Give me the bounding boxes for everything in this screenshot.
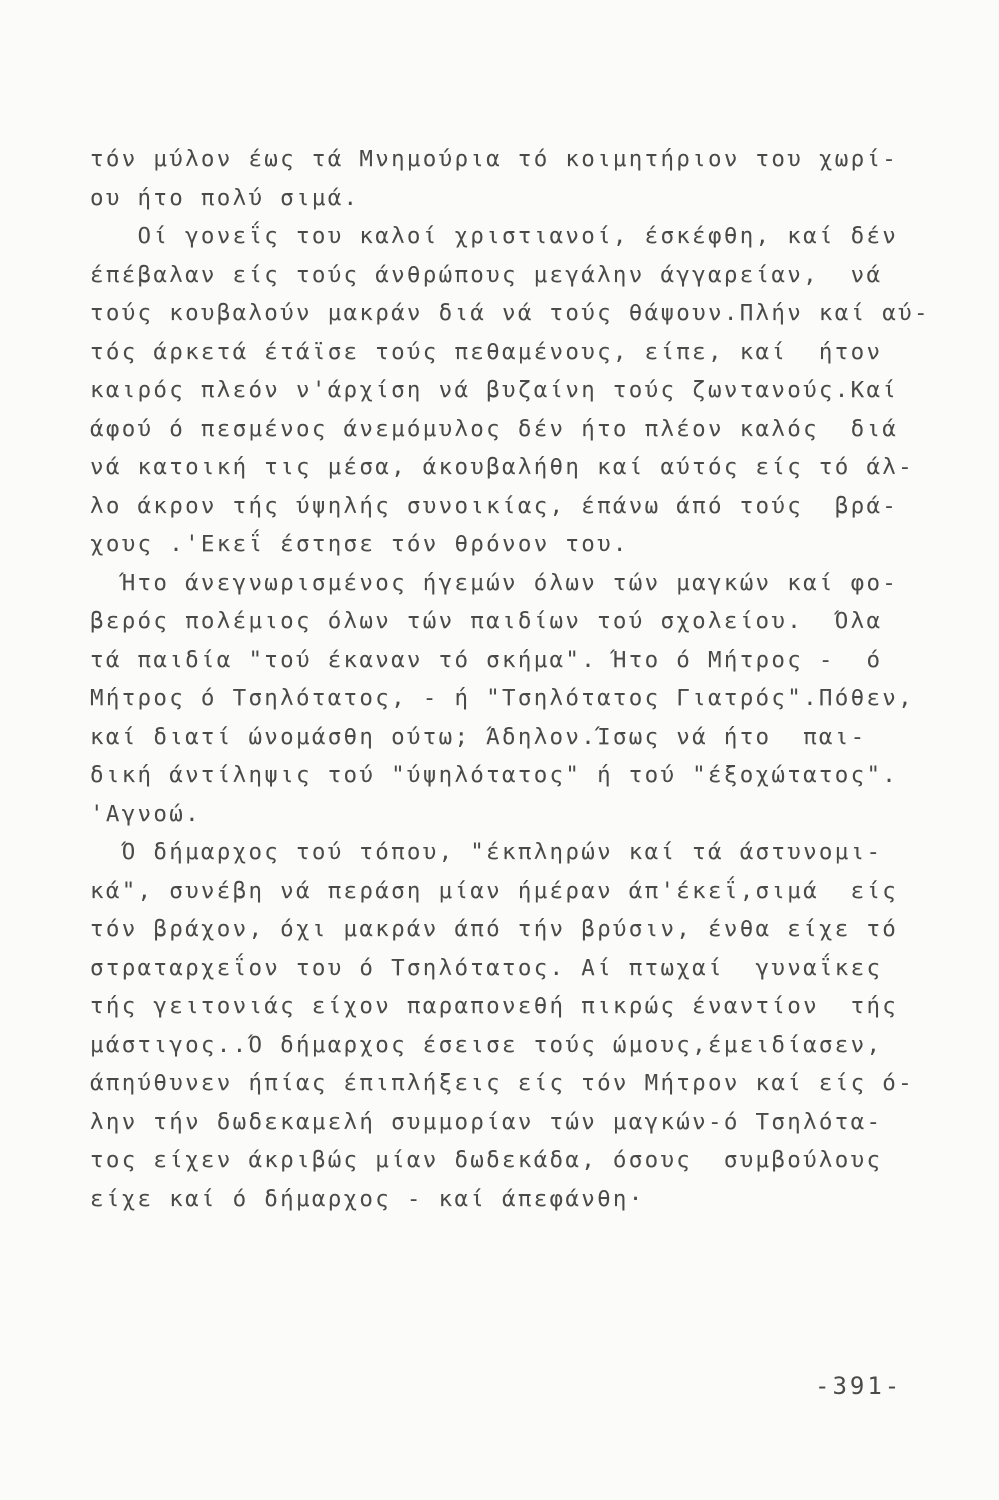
text-line: στραταρχεΐον του ό Τσηλότατος. Αί πτωχαί γυναΐκες: [90, 954, 883, 981]
text-line: τής γειτονιάς είχον παραπονεθή πικρώς έναντίον τής: [90, 993, 899, 1019]
text-line: νά κατοική τις μέσα, άκουβαλήθη καί αύτός είς τό άλ-: [90, 454, 914, 480]
text-line: λην τήν δωδεκαμελή συμμορίαν τών μαγκών-ό Τσηλότα-: [90, 1108, 883, 1135]
text-line: καιρός πλεόν ν'άρχίση νά βυζαίνη τούς ζωντανούς.Καί: [90, 377, 899, 403]
text-line: λο άκρον τής ύψηλής συνοικίας, έπάνω άπό τούς βρά-: [90, 492, 899, 519]
text-line: τόν μύλον έως τά Μνημούρια τό κοιμητήριον του χωρί-: [90, 146, 899, 172]
text-line: τά παιδία "τού έκαναν τό σκήμα". Ήτο ό Μήτρος - ό: [90, 646, 883, 673]
text-line: έπέβαλαν είς τούς άνθρώπους μεγάλην άγγαρείαν, νά: [90, 261, 883, 288]
body-text: [90, 140, 930, 1218]
text-line: τός άρκετά έτάϊσε τούς πεθαμένους, είπε, καί ήτον: [90, 338, 883, 365]
text-line: μάστιγος..Ό δήμαρχος έσεισε τούς ώμους,έμειδίασεν,: [90, 1031, 883, 1058]
text-line: κά", συνέβη νά περάση μίαν ήμέραν άπ'έκεΐ,σιμά είς: [90, 877, 899, 904]
text-line: δική άντίληψις τού "ύψηλότατος" ή τού "έξοχώτατος".: [90, 762, 899, 788]
text-line: καί διατί ώνομάσθη ούτω; Άδηλον.Ίσως νά ήτο παι-: [90, 723, 867, 750]
text-line: Ό δήμαρχος τού τόπου, "έκπληρών καί τά άστυνομι-: [90, 839, 883, 865]
text-line: άπηύθυνεν ήπίας έπιπλήξεις είς τόν Μήτρον καί είς ό-: [90, 1070, 914, 1096]
text-line: τούς κουβαλούν μακράν διά νά τούς θάψουν.Πλήν καί αύ-: [90, 300, 930, 326]
text-line: τος είχεν άκριβώς μίαν δωδεκάδα, όσους συμβούλους: [90, 1147, 883, 1173]
text-line: βερός πολέμιος όλων τών παιδίων τού σχολείου. Όλα: [90, 608, 883, 634]
page-number: -391-: [815, 1372, 903, 1400]
text-line: τόν βράχον, όχι μακράν άπό τήν βρύσιν, ένθα είχε τό: [90, 916, 899, 942]
text-line: χους .'Εκεΐ έστησε τόν θρόνον του.: [90, 531, 629, 557]
text-line: Οί γονεΐς του καλοί χριστιανοί, έσκέφθη, καί δέν: [90, 223, 899, 249]
text-line: άφού ό πεσμένος άνεμόμυλος δέν ήτο πλέον καλός διά: [90, 415, 899, 442]
text-line: είχε καί ό δήμαρχος - καί άπεφάνθη·: [90, 1185, 645, 1212]
text-line: Ήτο άνεγνωρισμένος ήγεμών όλων τών μαγκών καί φο-: [90, 569, 899, 596]
text-line: 'Αγνοώ.: [90, 800, 201, 827]
text-line: ου ήτο πολύ σιμά.: [90, 184, 360, 211]
text-line: Μήτρος ό Τσηλότατος, - ή "Τσηλότατος Γιατρός".Πόθεν,: [90, 685, 914, 711]
